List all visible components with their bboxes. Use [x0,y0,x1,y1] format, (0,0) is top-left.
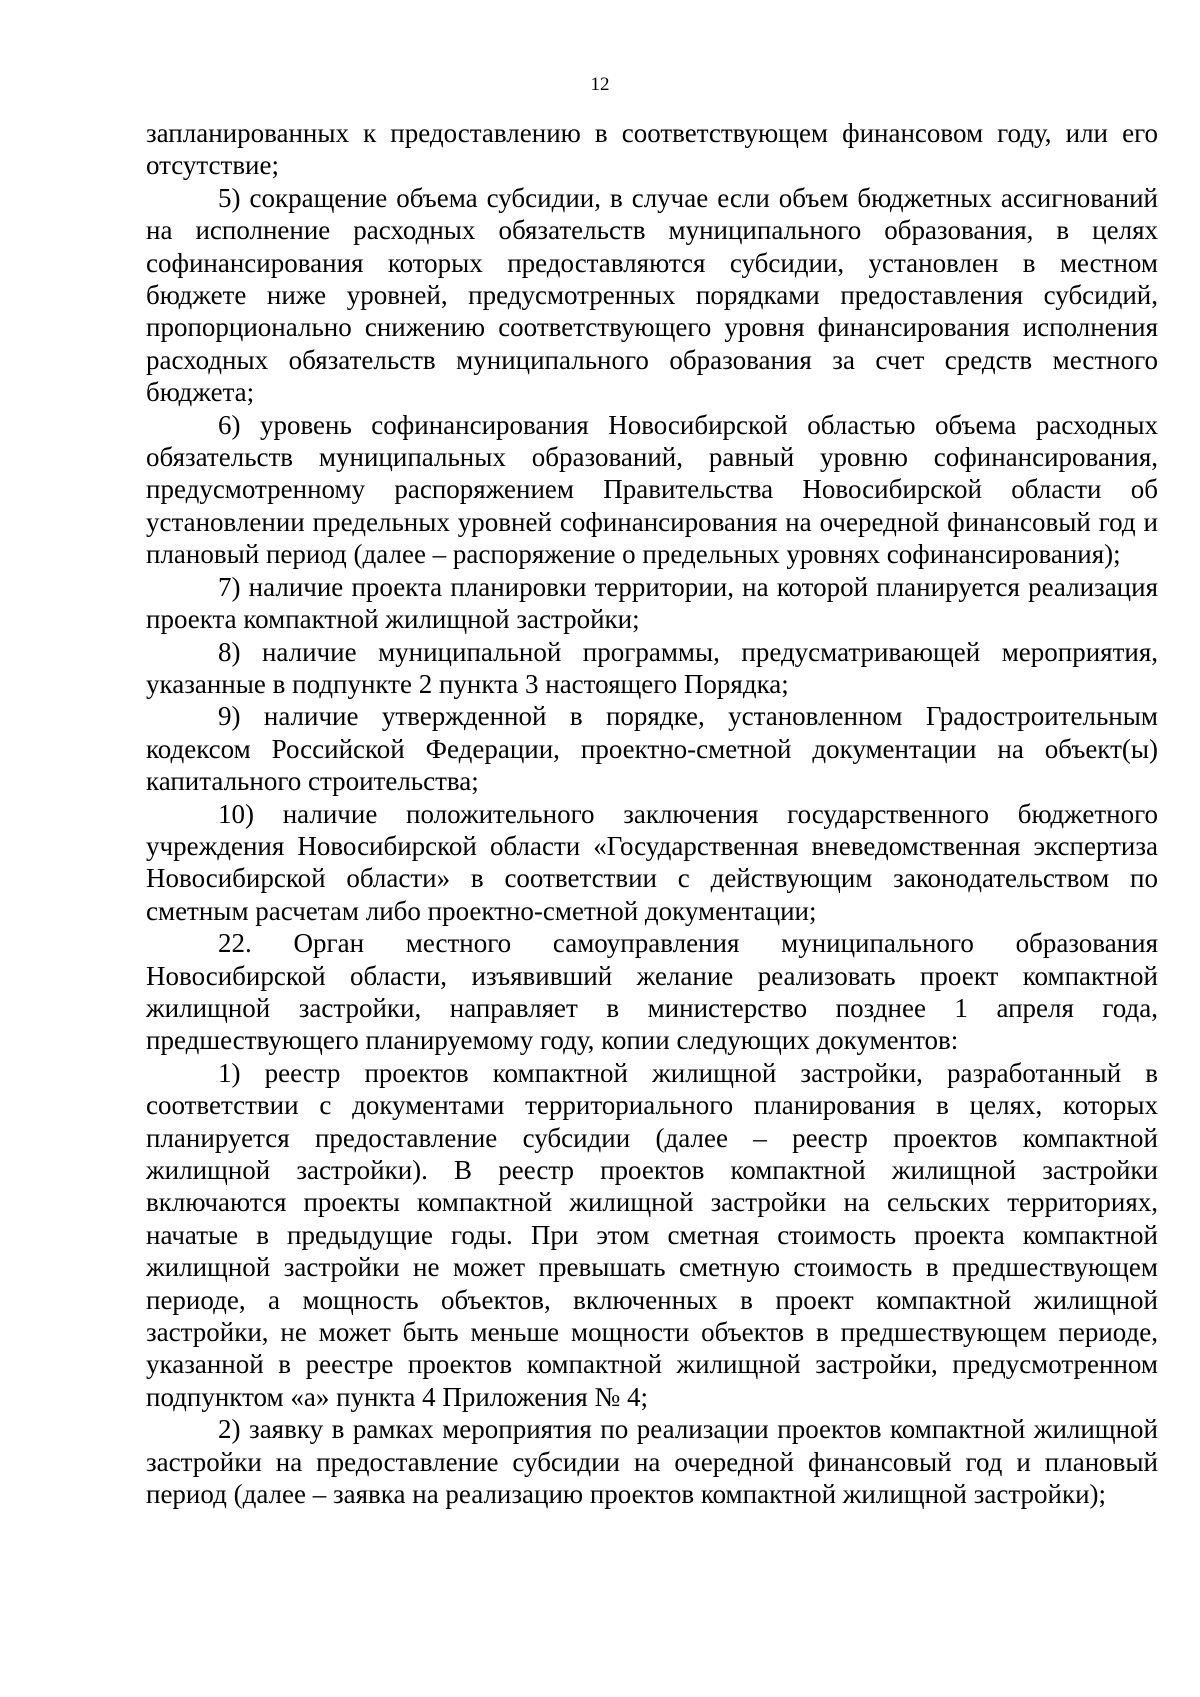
paragraph-subitem-2: 2) заявку в рамках мероприятия по реализации проектов компактной жилищной застройки на предоставление субсидии на очередной финансовый год и плановый период (далее – заявка на реализацию проектов компактной жилищной застройки); [146,1414,1158,1510]
paragraph-item-8: 8) наличие муниципальной программы, предусматривающей мероприятия, указанные в подпункте 2 пункта 3 настоящего Порядка; [146,636,1158,699]
paragraph-item-9: 9) наличие утвержденной в порядке, установленном Градостроительным кодексом Российской Федерации, проектно-сметной документации на объект(ы) капитального строительства; [146,701,1158,797]
paragraph-item-6: 6) уровень софинансирования Новосибирской областью объема расходных обязательств муниципальных образований, равный уровню софинансирования, предусмотренному распоряжением Правительства Новосибирской области об установлении предельных уровней софинансирования на очередной финансовый год и плановый период (далее – распоряжение о предельных уровнях софинансирования); [146,409,1158,570]
paragraph-continuation: запланированных к предоставлению в соответствующем финансовом году, или его отсутствие; [146,118,1158,181]
document-body [146,117,1158,1510]
paragraph-item-7: 7) наличие проекта планировки территории, на которой планируется реализация проекта компактной жилищной застройки; [146,571,1158,635]
paragraph-clause-22: 22. Орган местного самоуправления муниципального образования Новосибирской области, изъявивший желание реализовать проект компактной жилищной застройки, направляет в министерство позднее 1 апреля года, предшествующего планируемому году, копии следующих документов: [146,928,1158,1056]
paragraph-item-5: 5) сокращение объема субсидии, в случае если объем бюджетных ассигнований на исполнение расходных обязательств муниципального образования, в целях софинансирования которых предоставляются субсидии, установлен в местном бюджете ниже уровней, предусмотренных порядками предоставления субсидий, пропорционально снижению соответствующего уровня финансирования исполнения расходных обязательств муниципального образования за счет средств местного бюджета; [146,182,1158,408]
paragraph-item-10: 10) наличие положительного заключения государственного бюджетного учреждения Новосибирской области «Государственная вневедомственная экспертиза Новосибирской области» в соответствии с действующим законодательством по сметным расчетам либо проектно-сметной документации; [146,798,1158,926]
paragraph-subitem-1: 1) реестр проектов компактной жилищной застройки, разработанный в соответствии с документами территориального планирования в целях, которых планируется предоставление субсидии (далее – реестр проектов компактной жилищной застройки). В реестр проектов компактной жилищной застройки включаются проекты компактной жилищной застройки на сельских территориях, начатые в предыдущие годы. При этом сметная стоимость проекта компактной жилищной застройки не может превышать сметную стоимость в предшествующем периоде, а мощность объектов, включенных в проект компактной жилищной застройки, не может быть меньше мощности объектов в предшествующем периоде, указанной в реестре проектов компактной жилищной застройки, предусмотренном подпунктом «а» пункта 4 Приложения № 4; [146,1057,1158,1412]
page-number: 12 [590,74,610,95]
